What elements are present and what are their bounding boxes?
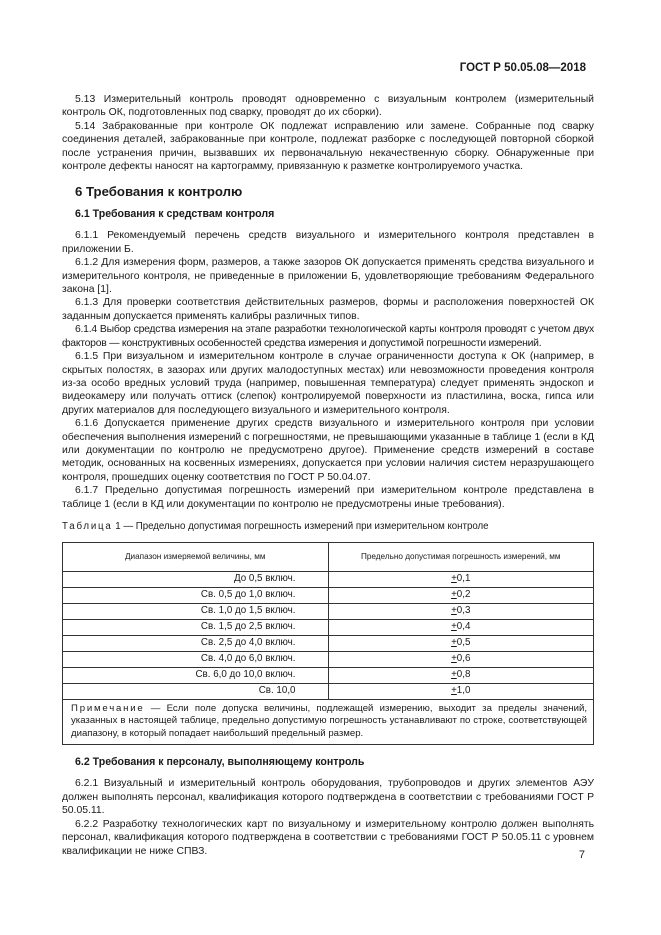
tolerance-cell	[328, 667, 594, 683]
paragraph-5-13: 5.13 Измерительный контроль проводят одновременно с визуальным контролем (измерительный контроль ОК, подготовленных под сварку, проводят до их сборки).	[62, 94, 594, 119]
paragraph-6-1-7: 6.1.7 Предельно допустимая погрешность измерений при измерительном контроле представлена в таблице 1 (если в КД или документации по контролю не предусмотрены иные требования).	[62, 485, 594, 510]
range-cell: Св. 10,0	[63, 683, 329, 699]
range-cell: Св. 2,5 до 4,0 включ.	[63, 635, 329, 651]
plus-minus-sign: +	[451, 605, 457, 617]
tolerance-cell	[328, 635, 594, 651]
tolerance-value: 0,1	[456, 573, 471, 585]
table-header-row	[63, 542, 594, 571]
table-header-range: Диапазон измеряемой величины, мм	[63, 542, 329, 571]
subsection-6-1-title: 6.1 Требования к средствам контроля	[75, 208, 275, 221]
table-caption-word: Таблица	[62, 520, 113, 532]
table-row	[63, 603, 594, 619]
tolerance-cell	[328, 619, 594, 635]
tolerance-value: 0,5	[456, 637, 471, 649]
tolerance-value: 0,4	[456, 621, 471, 633]
spacer	[62, 745, 594, 751]
paragraph-6-2-1: 6.2.1 Визуальный и измерительный контроль оборудования, трубопроводов и других элементов АЭУ должен выполнять персонал, квалификация которого подтверждена в соответствии с требованиями ГОСТ Р 50.05.11.	[62, 778, 594, 817]
page-content	[62, 93, 594, 858]
tolerance-cell	[328, 651, 594, 667]
tolerance-value: 0,6	[456, 653, 471, 665]
section-6-title: 6 Требования к контролю	[75, 184, 243, 200]
table-row	[63, 667, 594, 683]
plus-minus-sign: +	[451, 589, 457, 601]
range-cell: Св. 1,5 до 2,5 включ.	[63, 619, 329, 635]
plus-minus-sign: +	[451, 621, 457, 633]
tolerance-cell	[328, 571, 594, 587]
tolerance-value: 0,8	[456, 669, 471, 681]
tolerance-cell	[328, 683, 594, 699]
range-cell: Св. 0,5 до 1,0 включ.	[63, 587, 329, 603]
plus-minus-sign: +	[451, 573, 457, 585]
plus-minus-sign: +	[451, 637, 457, 649]
table-row	[63, 571, 594, 587]
tolerance-cell	[328, 587, 594, 603]
table-header-tolerance: Предельно допустимая погрешность измерений, мм	[328, 542, 594, 571]
plus-minus-sign: +	[451, 653, 457, 665]
plus-minus-sign: +	[451, 685, 457, 697]
paragraph-6-1-1: 6.1.1 Рекомендуемый перечень средств визуального и измерительного контроля представлен в приложении Б.	[62, 230, 594, 255]
table-row	[63, 635, 594, 651]
subsection-6-2-title: 6.2 Требования к персоналу, выполняющему контроль	[75, 756, 365, 769]
table-row	[63, 683, 594, 699]
table-1-caption	[62, 520, 594, 533]
table-row	[63, 587, 594, 603]
note-text: — Если поле допуска величины, подлежащей измерению, выходит за пределы значений, указанных в настоящей таблице, предельно допустимую погрешность устанавливают по строке, соответствующей диапазону, в который попадает наибольший предельный размер.	[71, 702, 587, 739]
paragraph-6-1-3: 6.1.3 Для проверки соответствия действительных размеров, формы и расположения поверхностей ОК заданным допускается применять калибры различных типов.	[62, 297, 594, 322]
page-number: 7	[578, 849, 585, 861]
paragraph-6-1-5: 6.1.5 При визуальном и измерительном контроле в случае ограниченности доступа к ОК (например, в скрытых полостях, в зазорах или других малодоступных местах) или невозможности проведения контроля из-за особо вредных условий труда (например, повышенная температура) следует применять эндоскоп и видеокамеру или получать оттиск (слепок) контролируемой поверхности из пластилина, воска, гипса или других материалов для последующего визуального и измерительного контроля.	[62, 351, 594, 416]
document-code: ГОСТ Р 50.05.08—2018	[459, 62, 586, 74]
range-cell: Св. 6,0 до 10,0 включ.	[63, 667, 329, 683]
paragraph-6-1-6: 6.1.6 Допускается применение других средств визуального и измерительного контроля при условии обеспечения выполнения измерений с погрешностями, не превышающими указанные в таблице 1 (если в КД или документации по контролю не предусмотрено другое). Применение средств измерений в составе методик, основанных на косвенных измерениях, допускается при условии наличия систем неразрушающего контроля, прошедших оценку соответствия по ГОСТ Р 50.04.07.	[62, 418, 594, 483]
paragraph-6-1-4: 6.1.4 Выбор средства измерения на этапе разработки технологической карты контроля проводят с учетом двух факторов — конструктивных особенностей средства измерения и допустимой погрешности измерений.	[62, 324, 594, 349]
table-row	[63, 619, 594, 635]
range-cell: До 0,5 включ.	[63, 571, 329, 587]
tolerance-cell	[328, 603, 594, 619]
table-row	[63, 651, 594, 667]
tolerance-value: 0,2	[456, 589, 471, 601]
tolerance-value: 0,3	[456, 605, 471, 617]
range-cell: Св. 1,0 до 1,5 включ.	[63, 603, 329, 619]
paragraph-6-1-2: 6.1.2 Для измерения форм, размеров, а также зазоров ОК допускается применять средства визуального и измерительного контроля, не приведенные в приложении Б, удовлетворяющие требованиям Федерального закона [1].	[62, 257, 594, 296]
paragraph-5-14: 5.14 Забракованные при контроле ОК подлежат исправлению или замене. Собранные под сварку соединения деталей, забракованные при контроле, подлежат разборке с последующей повторной сборкой после устранения причин, вызвавших их первоначальную некачественную сборку. Обнаруженные при контроле дефекты наносят на картограмму, привязанную к разметке контролируемого участка.	[62, 120, 594, 173]
tolerance-value: 1,0	[456, 685, 471, 697]
paragraph-6-2-2: 6.2.2 Разработку технологических карт по визуальному и измерительному контролю должен выполнять персонал, квалификация которого подтверждена в соответствии с требованиями ГОСТ Р 50.05.11 с уровнем квалификации не ниже СПВЗ.	[62, 818, 594, 857]
tolerance-table	[62, 542, 594, 746]
table-note-row	[63, 699, 594, 745]
range-cell: Св. 4,0 до 6,0 включ.	[63, 651, 329, 667]
table-note	[63, 699, 594, 745]
table-caption-text: 1 — Предельно допустимая погрешность измерений при измерительном контроле	[112, 520, 489, 532]
note-word: Примечание	[71, 702, 145, 714]
plus-minus-sign: +	[451, 669, 457, 681]
